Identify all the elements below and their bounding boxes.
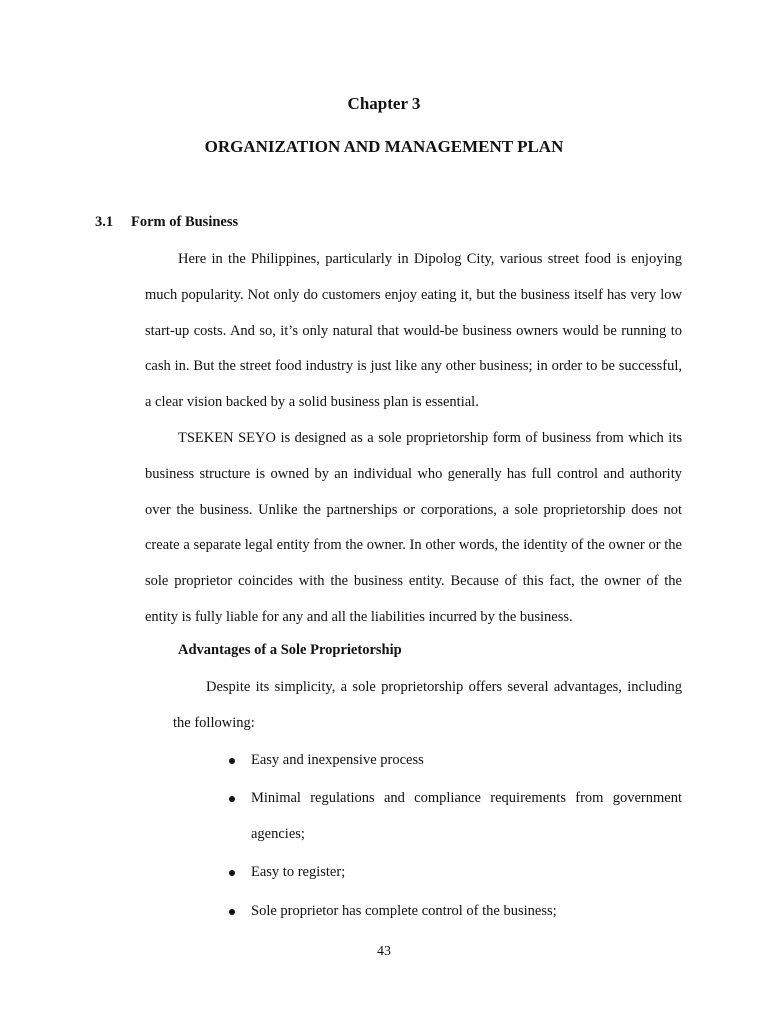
- list-item-text: Easy to register;: [251, 864, 346, 881]
- section-title: Form of Business: [131, 214, 239, 230]
- bullet-icon: [229, 758, 235, 764]
- list-item: [229, 743, 682, 779]
- list-item: [229, 855, 682, 891]
- list-item: [229, 894, 682, 930]
- advantages-list: [229, 743, 682, 932]
- paragraph-street-food: Here in the Philippines, particularly in Dipolog City, various street food is enjoying much popularity. Not only do customers enjoy eating it, but the business itself has very low start-up costs. And so, it’s only natural that would-be business owners would be running to cash in. But the street food industry is just like any other business; in order to be successful, a clear vision backed by a solid business plan is essential.: [145, 251, 682, 411]
- advantages-subheading: Advantages of a Sole Proprietorship: [178, 642, 402, 658]
- bullet-icon: [229, 870, 235, 876]
- chapter-heading: Chapter 3: [347, 94, 421, 113]
- list-item: [229, 781, 682, 853]
- paragraph-sole-proprietorship: TSEKEN SEYO is designed as a sole proprietorship form of business from which its business structure is owned by an individual who generally has full control and authority over the business. Unlike the partnerships or corporations, a sole proprietorship does not create a separate legal entity from the owner. In other words, the identity of the owner or the sole proprietor coincides with the business entity. Because of this fact, the owner of the entity is fully liable for any and all the liabilities incurred by the business.: [145, 430, 682, 625]
- list-item-text: Minimal regulations and compliance requirements from government agencies;: [251, 790, 682, 843]
- section-number: 3.1: [95, 214, 114, 230]
- chapter-title: ORGANIZATION AND MANAGEMENT PLAN: [204, 137, 564, 156]
- advantages-intro: Despite its simplicity, a sole proprietorship offers several advantages, including the following:: [173, 679, 682, 731]
- list-item-text: Sole proprietor has complete control of the business;: [251, 902, 557, 919]
- bullet-icon: [229, 909, 235, 915]
- bullet-icon: [229, 796, 235, 802]
- page-number: 43: [377, 944, 391, 959]
- list-item-text: Easy and inexpensive process: [251, 752, 424, 768]
